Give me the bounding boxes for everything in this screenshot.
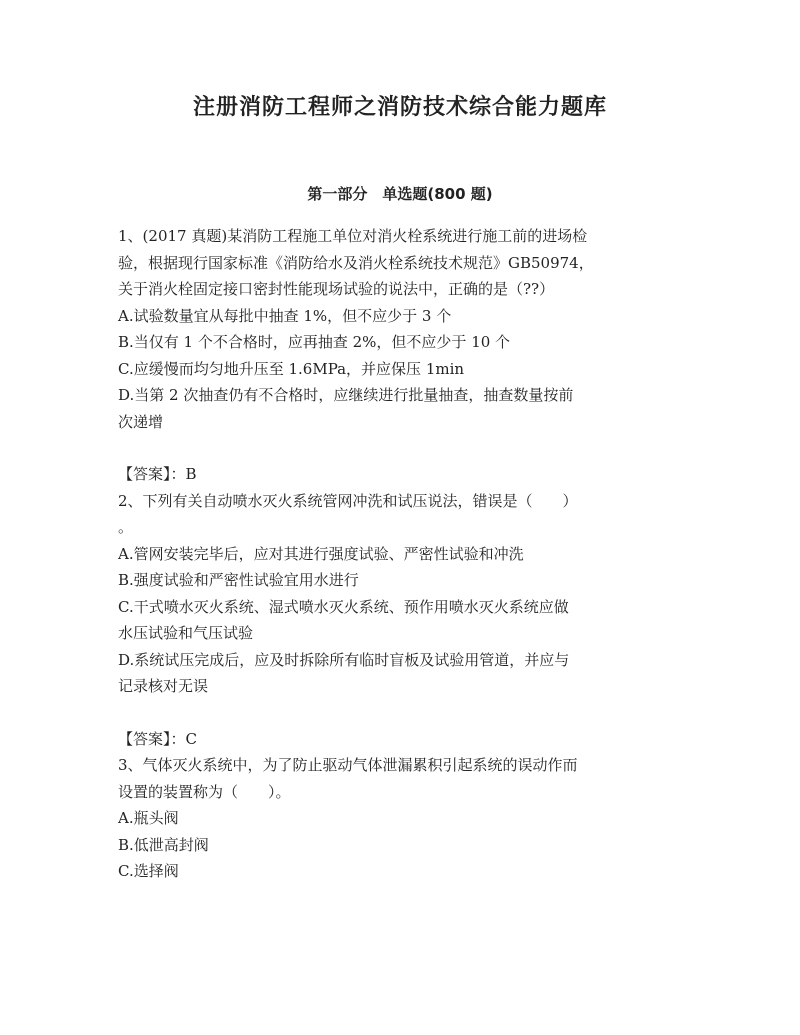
question-stem-line: 设置的装置称为（ ）。 [118, 782, 291, 801]
option-d-continued: 记录核对无误 [118, 677, 209, 695]
option-d: D.系统试压完成后，应及时拆除所有临时盲板及试验用管道，并应与 [118, 650, 570, 669]
spacer [118, 700, 686, 726]
document-title: 注册消防工程师之消防技术综合能力题库 [192, 95, 607, 120]
question-1 [118, 223, 686, 488]
option-c: C.干式喷水灭火系统、湿式喷水灭火系统、预作用喷水灭火系统应做 [118, 597, 569, 616]
option-c: C.应缓慢而均匀地升压至 1.6MPa，并应保压 1min [118, 359, 465, 378]
question-stem-line: 2、下列有关自动喷水灭火系统管网冲洗和试压说法，错误是（ ） [118, 491, 578, 510]
option-a: A.试验数量宜从每批中抽查 1%，但不应少于 3 个 [118, 306, 452, 325]
question-stem-line: 验，根据现行国家标准《消防给水及消火栓系统技术规范》GB50974， [118, 253, 594, 272]
option-b: B.当仅有 1 个不合格时，应再抽查 2%，但不应少于 10 个 [118, 333, 511, 351]
answer: 【答案】：B [118, 465, 197, 483]
option-a: A.管网安装完毕后，应对其进行强度试验、严密性试验和冲洗 [118, 544, 524, 563]
option-d: D.当第 2 次抽查仍有不合格时，应继续进行批量抽查，抽查数量按前 [118, 386, 574, 404]
spacer [118, 435, 686, 461]
option-d-continued: 次递增 [118, 412, 164, 431]
section-heading: 第一部分 单选题(800 题) [307, 185, 493, 203]
question-stem-line: 1、(2017 真题)某消防工程施工单位对消火栓系统进行施工前的进场检 [118, 227, 588, 245]
question-3 [118, 752, 686, 885]
question-stem-line: 。 [118, 518, 134, 536]
answer: 【答案】：C [118, 729, 197, 748]
question-list [118, 223, 686, 885]
option-c: C.选择阀 [118, 862, 179, 880]
option-a: A.瓶头阀 [118, 809, 179, 827]
question-stem-line: 3、气体灭火系统中，为了防止驱动气体泄漏累积引起系统的误动作而 [118, 756, 578, 774]
option-b: B.低泄高封阀 [118, 835, 209, 854]
question-stem-line: 关于消火栓固定接口密封性能现场试验的说法中，正确的是（??） [118, 280, 555, 298]
option-c-continued: 水压试验和气压试验 [118, 624, 254, 642]
option-b: B.强度试验和严密性试验宜用水进行 [118, 571, 359, 589]
question-2 [118, 488, 686, 753]
